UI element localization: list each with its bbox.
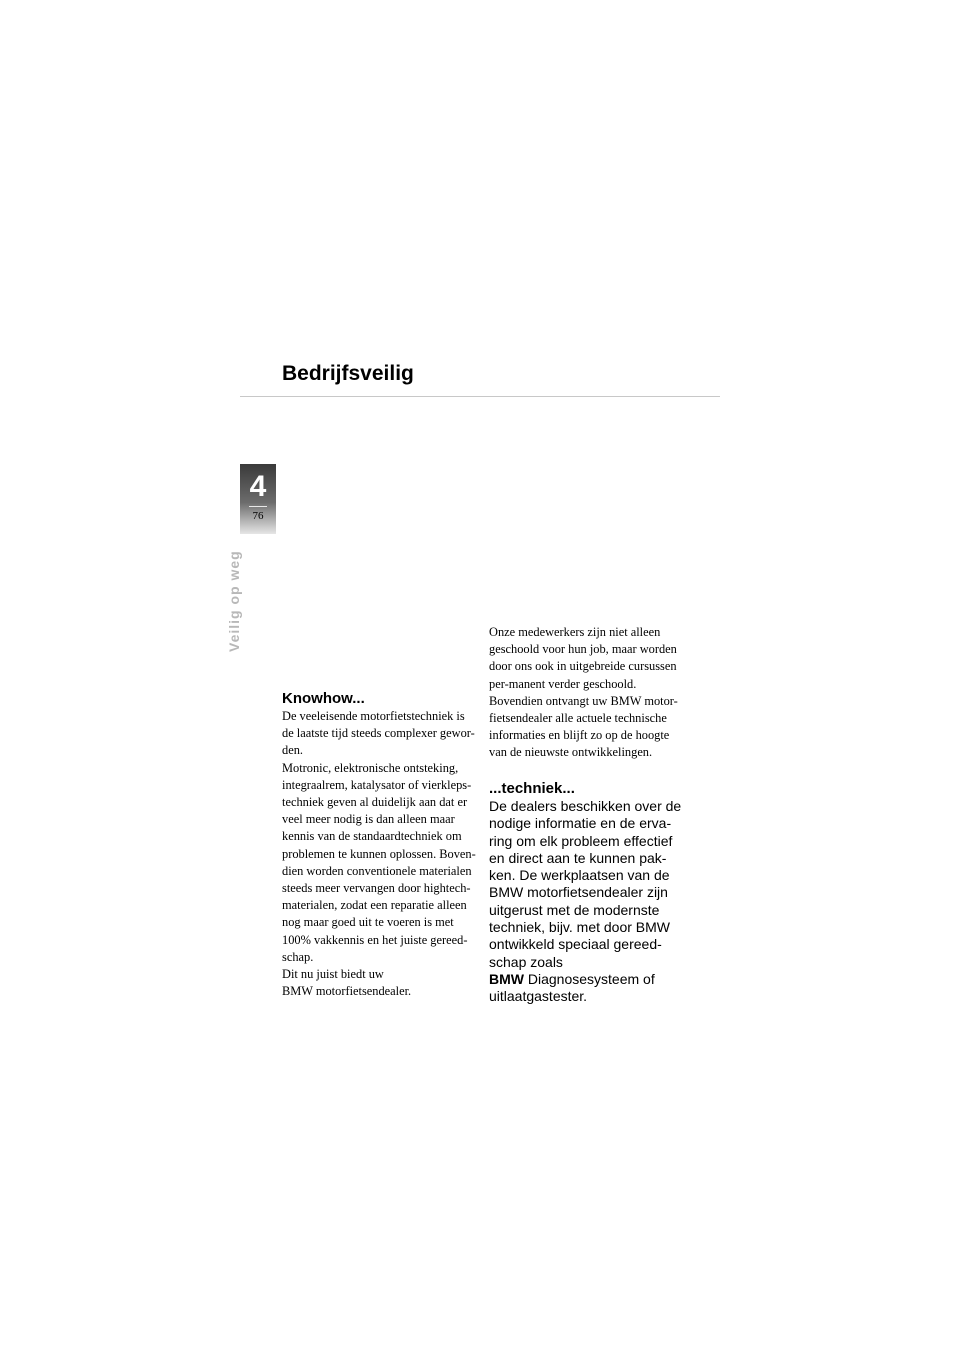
brand-name: BMW: [489, 970, 524, 987]
knowhow-body: [282, 708, 482, 1000]
text-line: Motronic, elektronische ontsteking,: [282, 760, 459, 775]
text-line: van de nieuwste ontwikkelingen.: [489, 745, 653, 760]
text-line: nog maar goed uit te voeren is met: [282, 915, 454, 930]
techniek-body: [489, 798, 689, 1006]
chapter-number: 4: [249, 470, 267, 503]
text-line: ontwikkeld speciaal gereed-: [489, 936, 662, 953]
text-line: kennis van de standaardtechniek om: [282, 829, 462, 844]
text-line: de laatste tijd steeds complexer gewor-: [282, 726, 475, 741]
text-fragment: Diagnosesysteem of: [524, 970, 655, 987]
knowhow-heading: Knowhow...: [282, 690, 365, 707]
text-line: problemen te kunnen oplossen. Boven-: [282, 846, 476, 861]
chapter-tab: [240, 464, 276, 534]
techniek-heading: ...techniek...: [489, 780, 575, 797]
text-line: Onze medewerkers zijn niet alleen: [489, 625, 661, 639]
text-line: veel meer nodig is dan alleen maar: [282, 812, 455, 827]
title-divider: [240, 396, 720, 397]
text-line: schap zoals: [489, 953, 563, 970]
text-line: De veeleisende motorfietstechniek is: [282, 709, 465, 723]
text-line: ring om elk probleem effectief: [489, 832, 673, 849]
text-line: steeds meer vervangen door hightech-: [282, 881, 471, 896]
staff-section: [489, 624, 689, 762]
staff-body: [489, 624, 689, 762]
text-line: materialen, zodat een reparatie alleen: [282, 898, 467, 913]
text-line: [489, 971, 689, 988]
text-line: per-manent verder geschoold.: [489, 676, 637, 691]
text-line: Dit nu juist biedt uw: [282, 967, 384, 982]
text-line: uitlaatgastester.: [489, 988, 588, 1005]
text-line: geschoold voor hun job, maar worden: [489, 642, 677, 657]
text-line: nodige informatie en de erva-: [489, 815, 672, 832]
text-line: techniek geven al duidelijk aan dat er: [282, 795, 468, 810]
text-line: den.: [282, 743, 303, 758]
text-line: door ons ook in uitgebreide cursussen: [489, 659, 677, 674]
text-line: techniek, bijv. met door BMW: [489, 919, 671, 936]
text-line: informaties en blijft zo op de hoogte: [489, 728, 670, 743]
text-line: integraalrem, katalysator of vierkleps-: [282, 777, 472, 792]
page-number: 76: [252, 510, 264, 522]
chapter-side-label: Veilig op weg: [226, 550, 242, 652]
page-title: Bedrijfsveilig: [282, 362, 414, 385]
text-line: De dealers beschikken over de: [489, 798, 682, 814]
text-line: en direct aan te kunnen pak-: [489, 849, 667, 866]
text-line: uitgerust met de modernste: [489, 901, 660, 918]
text-line: schap.: [282, 949, 314, 964]
text-line: dien worden conventionele materialen: [282, 863, 472, 878]
text-line: Bovendien ontvangt uw BMW motor-: [489, 693, 678, 708]
knowhow-section: [282, 690, 482, 1000]
text-line: 100% vakkennis en het juiste gereed-: [282, 932, 468, 947]
text-line: fietsendealer alle actuele technische: [489, 711, 667, 726]
text-line: ken. De werkplaatsen van de: [489, 867, 670, 884]
chapter-divider: [249, 506, 267, 507]
text-line: BMW motorfietsendealer.: [282, 984, 412, 999]
text-line: BMW motorfietsendealer zijn: [489, 884, 668, 901]
techniek-section: [489, 780, 689, 1006]
